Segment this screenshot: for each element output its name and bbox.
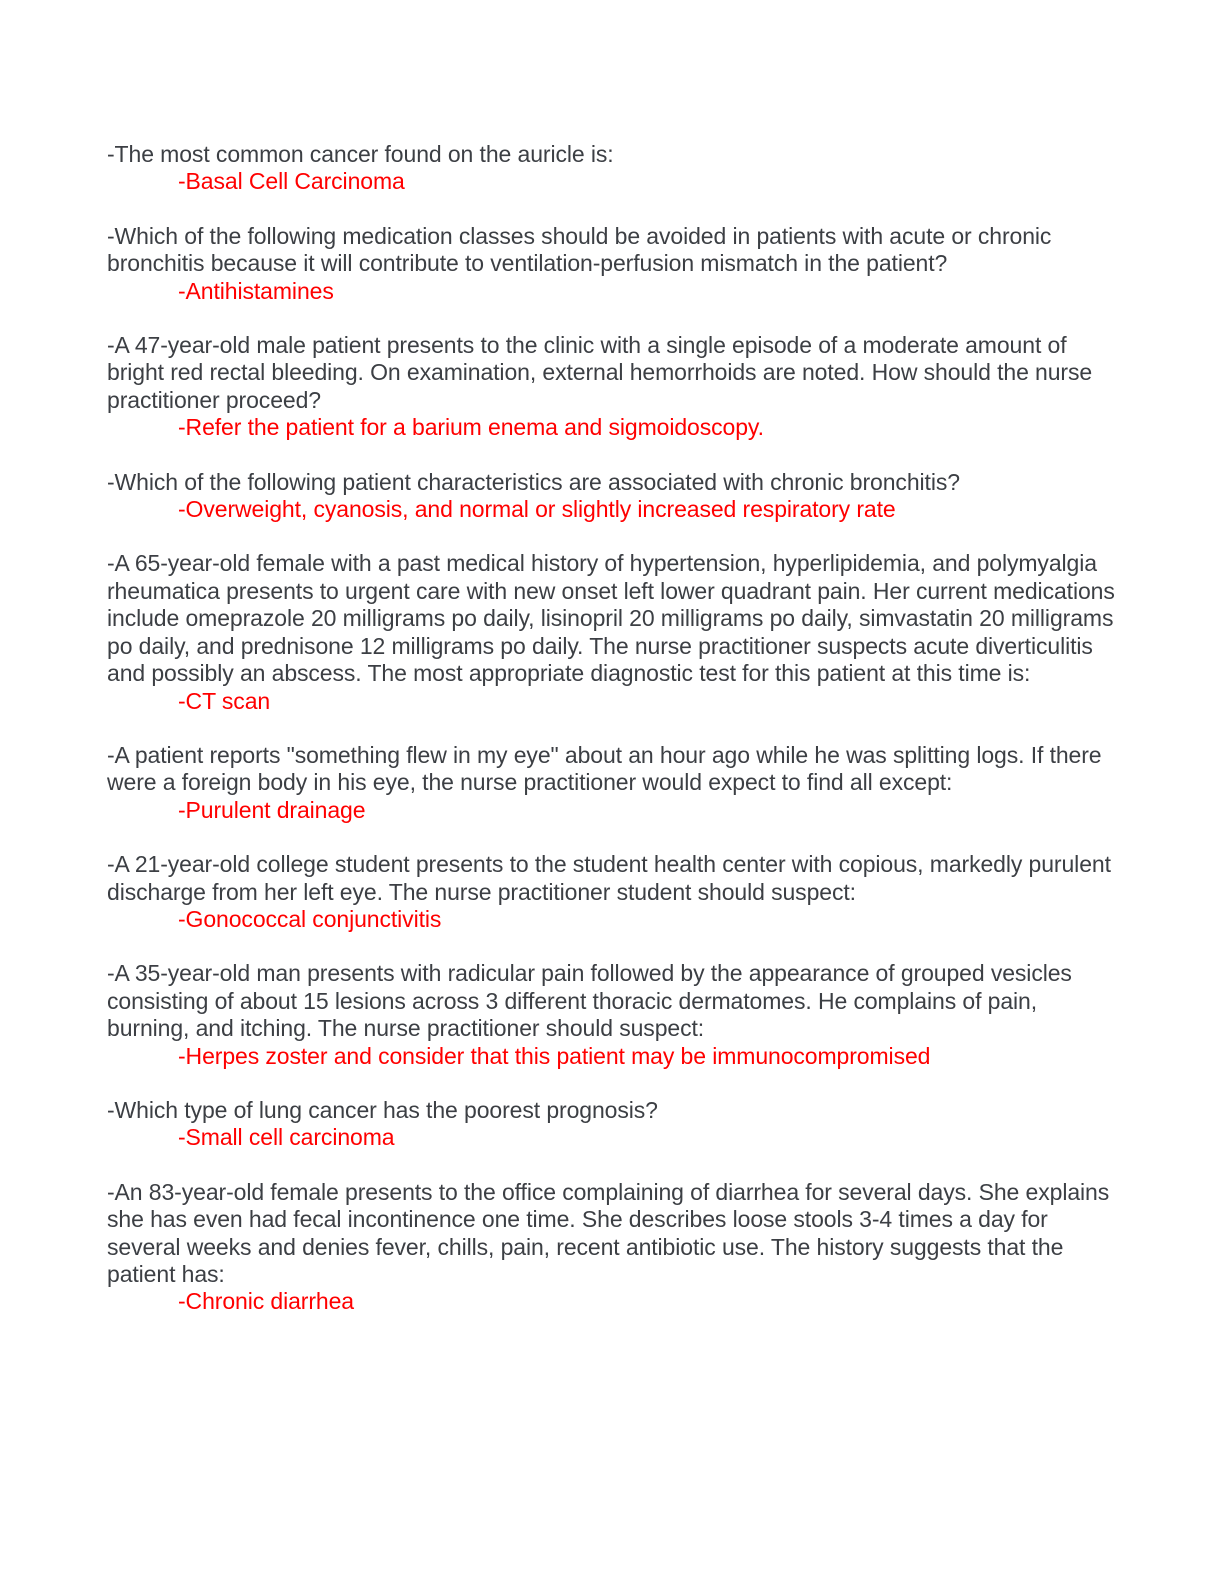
answer-text: -Small cell carcinoma [178, 1124, 395, 1151]
document-page [107, 141, 1117, 1343]
question-text: -A 65-year-old female with a past medical history of hypertension, hyperlipidemia, and polymyalgia rheumatica presents to urgent care with new onset left lower quadrant pain. Her current medications include omeprazole 20 milligrams po daily, lisinopril 20 milligrams po daily, simvastatin 20 milligrams po daily, and prednisone 12 milligrams po daily. The nurse practitioner suspects acute diverticulitis and possibly an abscess. The most appropriate diagnostic test for this patient at this time is: [107, 550, 1115, 687]
answer-text: -Basal Cell Carcinoma [178, 168, 405, 195]
answer-text: -Herpes zoster and consider that this patient may be immunocompromised [178, 1042, 931, 1069]
answer-text: -Overweight, cyanosis, and normal or slightly increased respiratory rate [178, 496, 896, 523]
qa-item [107, 960, 1117, 1070]
question-text: -A 21-year-old college student presents to the student health center with copious, markedly purulent discharge from her left eye. The nurse practitioner student should suspect: [107, 851, 1111, 905]
answer-text: -Purulent drainage [178, 796, 366, 823]
question-text: -The most common cancer found on the auricle is: [107, 141, 614, 167]
qa-item [107, 851, 1117, 933]
question-text: -Which of the following patient characteristics are associated with chronic bronchitis? [107, 468, 960, 495]
answer-text: -Antihistamines [178, 277, 334, 304]
qa-item [107, 1097, 1117, 1152]
qa-item [107, 469, 1117, 524]
qa-item [107, 1179, 1117, 1316]
question-text: -A 35-year-old man presents with radicular pain followed by the appearance of grouped vesicles consisting of about 15 lesions across 3 different thoracic dermatomes. He complains of pain, burning, and itching. The nurse practitioner should suspect: [107, 960, 1072, 1042]
question-text: -Which of the following medication classes should be avoided in patients with acute or chronic bronchitis because it will contribute to ventilation-perfusion mismatch in the patient? [107, 222, 1052, 277]
answer-text: -Refer the patient for a barium enema and sigmoidoscopy. [178, 414, 764, 441]
qa-item [107, 141, 1117, 196]
qa-item [107, 742, 1117, 824]
qa-item [107, 550, 1117, 714]
question-text: -A patient reports "something flew in my eye" about an hour ago while he was splitting logs. If there were a foreign body in his eye, the nurse practitioner would expect to find all except: [107, 741, 1102, 796]
answer-text: -Gonococcal conjunctivitis [178, 905, 442, 932]
qa-item [107, 332, 1117, 442]
answer-text: -CT scan [178, 687, 271, 714]
qa-item [107, 223, 1117, 305]
question-text: -A 47-year-old male patient presents to the clinic with a single episode of a moderate amount of bright red rectal bleeding. On examination, external hemorrhoids are noted. How should the nurse practitioner proceed? [107, 332, 1093, 413]
answer-text: -Chronic diarrhea [178, 1288, 354, 1315]
question-text: -An 83-year-old female presents to the office complaining of diarrhea for several days. She explains she has even had fecal incontinence one time. She describes loose stools 3-4 times a day for several weeks and denies fever, chills, pain, recent antibiotic use. The history suggests that the patient has: [107, 1178, 1110, 1287]
question-text: -Which type of lung cancer has the poorest prognosis? [107, 1096, 658, 1123]
